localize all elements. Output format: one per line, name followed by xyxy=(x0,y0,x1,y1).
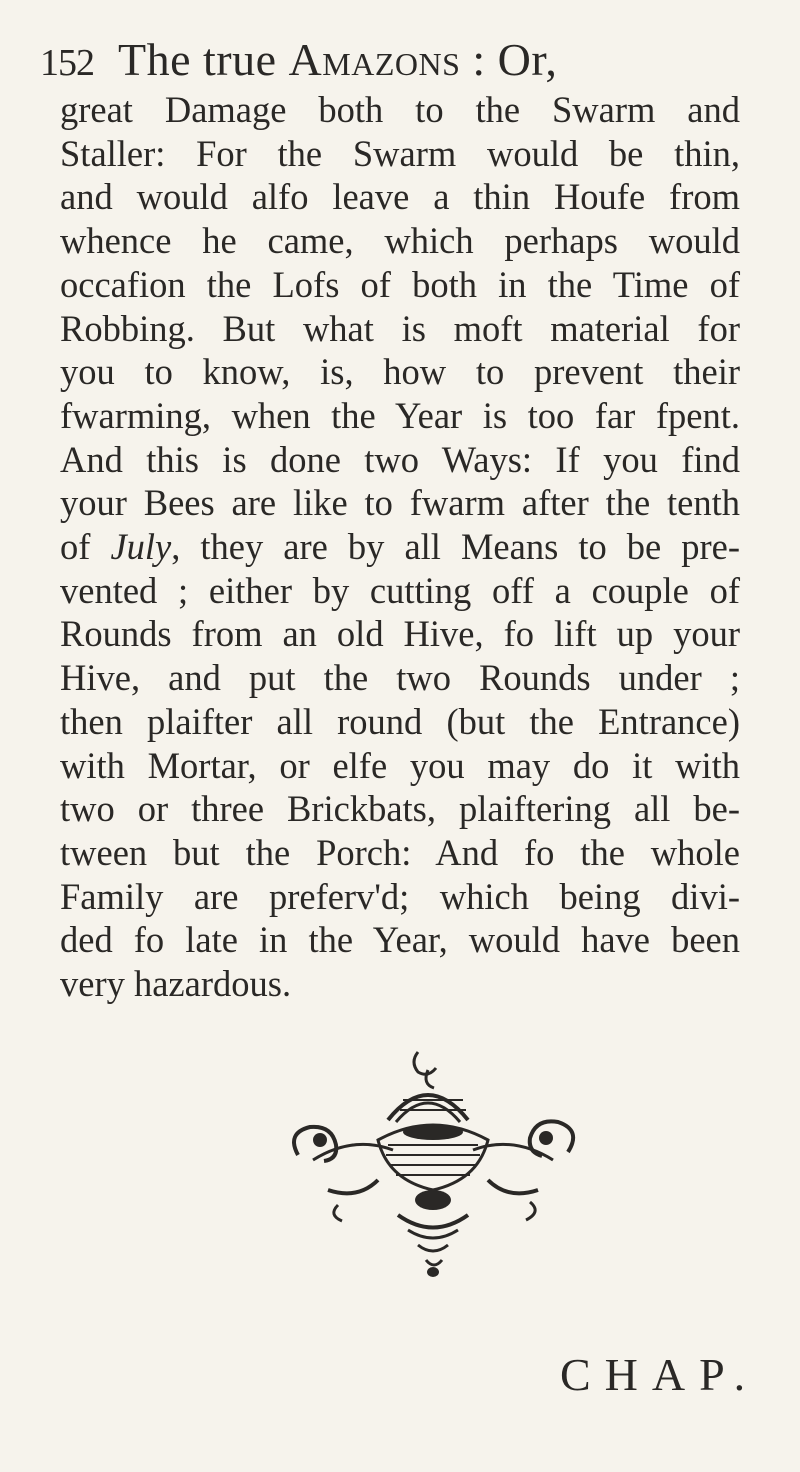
title-smallcaps: Amazons xyxy=(288,34,461,85)
text-line: Hive, and put the two Rounds under ; xyxy=(60,657,740,699)
text-line: tween but the Porch: And fo the whole xyxy=(60,831,740,873)
text-line: Rounds from an old Hive, fo lift up your xyxy=(60,613,740,655)
running-title xyxy=(118,34,557,85)
text-line: fwarming, when the Year is too far fpent. xyxy=(60,394,740,436)
text-line: with Mortar, or elfe you may do it with xyxy=(60,744,740,786)
text-line: Staller: For the Swarm would be thin, xyxy=(60,132,740,174)
text-line: two or three Brickbats, plaiftering all be- xyxy=(60,788,740,830)
july-pre: of xyxy=(60,526,111,568)
july-post: , they are by all Means to be pre- xyxy=(171,526,740,568)
text-line: great Damage both to the Swarm and xyxy=(60,89,740,130)
text-line: vented ; either by cutting off a couple of xyxy=(60,569,740,611)
text-line: whence he came, which perhaps would xyxy=(60,220,740,262)
text-line: Robbing. But what is moft material for xyxy=(60,307,740,349)
body-text xyxy=(60,88,740,1006)
text-line: And this is done two Ways: If you find xyxy=(60,438,740,480)
text-line-july xyxy=(60,525,740,569)
text-line: then plaifter all round (but the Entrance) xyxy=(60,700,740,742)
printers-flower-ornament-icon xyxy=(268,1040,598,1290)
text-line: and would alfo leave a thin Houfe from xyxy=(60,176,740,218)
running-header xyxy=(40,30,740,90)
text-line: you to know, is, how to prevent their xyxy=(60,351,740,393)
text-line: your Bees are like to fwarm after the tenth xyxy=(60,482,740,524)
text-line: ded fo late in the Year, would have been xyxy=(60,919,740,961)
july-italic: July xyxy=(110,526,172,568)
title-prefix: The true xyxy=(118,34,289,85)
page-number: 152 xyxy=(40,42,94,84)
text-line: occafion the Lofs of both in the Time of xyxy=(60,263,740,305)
catchword: CHAP. xyxy=(560,1349,760,1400)
text-line-last: very hazardous. xyxy=(60,963,292,1005)
text-line: Family are preferv'd; which being divi- xyxy=(60,875,740,917)
title-suffix: : Or, xyxy=(460,34,558,85)
